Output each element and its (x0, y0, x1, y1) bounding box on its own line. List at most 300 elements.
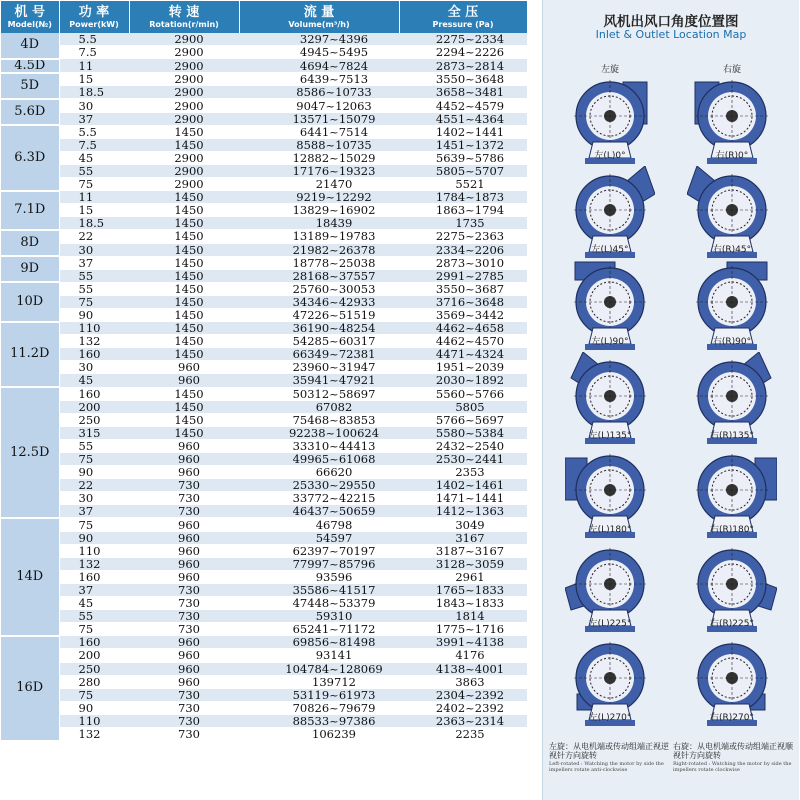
pressure-cell: 4138~4001 (399, 662, 527, 675)
table-row (1, 204, 527, 217)
rotation-cell: 1450 (129, 387, 239, 400)
power-cell: 7.5 (59, 138, 129, 151)
fan-right-45-label: 右(R)45° (712, 245, 752, 255)
table-row (1, 413, 527, 426)
table-row (1, 610, 527, 623)
model-cell: 7.1D (1, 191, 59, 230)
pressure-cell: 5639~5786 (399, 151, 527, 164)
rotation-cell: 1450 (129, 400, 239, 413)
table-row (1, 230, 527, 243)
table-row (1, 308, 527, 321)
pressure-cell: 3128~3059 (399, 557, 527, 570)
table-row (1, 335, 527, 348)
model-cell: 10D (1, 282, 59, 321)
power-cell: 75 (59, 453, 129, 466)
fan-left-45-label: 左(L)45° (591, 245, 629, 255)
volume-cell: 65241~71172 (239, 623, 399, 636)
volume-cell: 23960~31947 (239, 361, 399, 374)
power-cell: 37 (59, 505, 129, 518)
power-cell: 75 (59, 178, 129, 191)
table-row (1, 636, 527, 649)
pressure-cell: 2304~2392 (399, 688, 527, 701)
power-cell: 90 (59, 531, 129, 544)
header-pressure: 全 压 Pressure (Pa) (399, 1, 527, 33)
table-row (1, 544, 527, 557)
power-cell: 250 (59, 413, 129, 426)
pressure-cell: 5580~5384 (399, 426, 527, 439)
left-rotation-header: 左旋 (601, 65, 620, 75)
volume-cell: 88533~97386 (239, 714, 399, 727)
pressure-cell: 2991~2785 (399, 269, 527, 282)
rotation-cell: 960 (129, 361, 239, 374)
volume-cell: 139712 (239, 675, 399, 688)
fan-left-180-label: 左(L)180° (588, 525, 632, 535)
pressure-cell: 4471~4324 (399, 348, 527, 361)
power-cell: 55 (59, 164, 129, 177)
pressure-cell: 3049 (399, 518, 527, 531)
model-cell: 4.5D (1, 59, 59, 73)
model-cell: 11.2D (1, 322, 59, 387)
pressure-cell: 4462~4570 (399, 335, 527, 348)
rotation-cell: 2900 (129, 59, 239, 73)
fan-left-225-label: 左(L)225° (588, 619, 632, 629)
rotation-cell: 1450 (129, 348, 239, 361)
pressure-cell: 3716~3648 (399, 295, 527, 308)
power-cell: 200 (59, 400, 129, 413)
power-cell: 18.5 (59, 86, 129, 99)
rotation-cell: 1450 (129, 322, 239, 335)
table-row (1, 531, 527, 544)
power-cell: 90 (59, 466, 129, 479)
rotation-cell: 2900 (129, 33, 239, 46)
pressure-cell: 1412~1363 (399, 505, 527, 518)
rotation-cell: 1450 (129, 256, 239, 269)
power-cell: 90 (59, 701, 129, 714)
table-row (1, 649, 527, 662)
rotation-cell: 960 (129, 466, 239, 479)
table-row (1, 125, 527, 138)
power-cell: 160 (59, 348, 129, 361)
rotation-cell: 1450 (129, 217, 239, 230)
header-volume: 流 量 Volume(m³/h) (239, 1, 399, 33)
rotation-cell: 730 (129, 583, 239, 596)
fan-right-180-label: 右(R)180° (710, 525, 754, 535)
power-cell: 132 (59, 557, 129, 570)
table-row (1, 322, 527, 335)
power-cell: 55 (59, 610, 129, 623)
volume-cell: 104784~128069 (239, 662, 399, 675)
pressure-cell: 3863 (399, 675, 527, 688)
rotation-cell: 1450 (129, 243, 239, 256)
model-cell: 4D (1, 33, 59, 59)
header-model: 机 号 Model(№) (1, 1, 59, 33)
fan-right-225-label: 右(R)225° (710, 619, 754, 629)
rotation-cell: 960 (129, 439, 239, 452)
rotation-cell: 1450 (129, 308, 239, 321)
location-map-panel (542, 0, 799, 800)
volume-cell: 6441~7514 (239, 125, 399, 138)
pressure-cell: 2363~2314 (399, 714, 527, 727)
rotation-cell: 730 (129, 610, 239, 623)
model-cell: 16D (1, 636, 59, 741)
pressure-cell: 1471~1441 (399, 492, 527, 505)
pressure-cell: 1784~1873 (399, 191, 527, 204)
table-row (1, 86, 527, 99)
table-row (1, 662, 527, 675)
rotation-cell: 730 (129, 505, 239, 518)
volume-cell: 69856~81498 (239, 636, 399, 649)
rotation-cell: 1450 (129, 204, 239, 217)
pressure-cell: 2402~2392 (399, 701, 527, 714)
volume-cell: 66620 (239, 466, 399, 479)
rotation-cell: 960 (129, 453, 239, 466)
rotation-cell: 960 (129, 544, 239, 557)
pressure-cell: 2873~2814 (399, 59, 527, 73)
pressure-cell: 1402~1441 (399, 125, 527, 138)
power-cell: 22 (59, 479, 129, 492)
pressure-cell: 2530~2441 (399, 453, 527, 466)
pressure-cell: 3991~4138 (399, 636, 527, 649)
table-row (1, 597, 527, 610)
pressure-cell: 1843~1833 (399, 597, 527, 610)
power-cell: 75 (59, 295, 129, 308)
model-cell: 5D (1, 73, 59, 99)
pressure-cell: 1765~1833 (399, 583, 527, 596)
power-cell: 15 (59, 204, 129, 217)
rotation-cell: 730 (129, 623, 239, 636)
power-cell: 55 (59, 269, 129, 282)
model-cell: 5.6D (1, 99, 59, 125)
power-cell: 30 (59, 492, 129, 505)
model-cell: 9D (1, 256, 59, 282)
table-row (1, 675, 527, 688)
table-row (1, 348, 527, 361)
power-cell: 37 (59, 112, 129, 125)
rotation-cell: 960 (129, 662, 239, 675)
volume-cell: 46437~50659 (239, 505, 399, 518)
table-row (1, 570, 527, 583)
power-cell: 30 (59, 99, 129, 112)
pressure-cell: 2275~2334 (399, 33, 527, 46)
rotation-cell: 1450 (129, 230, 239, 243)
volume-cell: 93596 (239, 570, 399, 583)
volume-cell: 75468~83853 (239, 413, 399, 426)
rotation-cell: 960 (129, 374, 239, 387)
rotation-cell: 1450 (129, 191, 239, 204)
volume-cell: 21982~26378 (239, 243, 399, 256)
power-cell: 160 (59, 570, 129, 583)
volume-cell: 106239 (239, 727, 399, 740)
volume-cell: 13829~16902 (239, 204, 399, 217)
power-cell: 110 (59, 714, 129, 727)
table-row (1, 33, 527, 46)
power-cell: 75 (59, 623, 129, 636)
volume-cell: 47226~51519 (239, 308, 399, 321)
pressure-cell: 1814 (399, 610, 527, 623)
pressure-cell: 5521 (399, 178, 527, 191)
volume-cell: 67082 (239, 400, 399, 413)
pressure-cell: 2294~2226 (399, 46, 527, 59)
pressure-cell: 4452~4579 (399, 99, 527, 112)
table-row (1, 518, 527, 531)
header-power: 功 率 Power(kW) (59, 1, 129, 33)
table-row (1, 492, 527, 505)
note-left-rotation (549, 742, 669, 773)
power-cell: 45 (59, 597, 129, 610)
rotation-cell: 2900 (129, 178, 239, 191)
pressure-cell: 4176 (399, 649, 527, 662)
note-left-text: 左旋：从电机端或传动组端正视逆视针方向旋转 (549, 742, 669, 760)
pressure-cell: 3550~3687 (399, 282, 527, 295)
rotation-cell: 730 (129, 597, 239, 610)
volume-cell: 59310 (239, 610, 399, 623)
table-row (1, 151, 527, 164)
power-cell: 110 (59, 322, 129, 335)
rotation-cell: 2900 (129, 73, 239, 86)
volume-cell: 12882~15029 (239, 151, 399, 164)
table-row (1, 453, 527, 466)
table-row (1, 479, 527, 492)
fan-left-0-label: 左(L)0° (594, 151, 626, 161)
table-header-row (1, 1, 527, 33)
volume-cell: 18778~25038 (239, 256, 399, 269)
volume-cell: 46798 (239, 518, 399, 531)
rotation-cell: 730 (129, 727, 239, 740)
power-cell: 7.5 (59, 46, 129, 59)
volume-cell: 9219~12292 (239, 191, 399, 204)
table-row (1, 557, 527, 570)
pressure-cell: 2353 (399, 466, 527, 479)
power-cell: 5.5 (59, 125, 129, 138)
table-row (1, 243, 527, 256)
power-cell: 45 (59, 374, 129, 387)
pressure-cell: 1863~1794 (399, 204, 527, 217)
rotation-cell: 730 (129, 492, 239, 505)
volume-cell: 25330~29550 (239, 479, 399, 492)
rotation-cell: 960 (129, 636, 239, 649)
volume-cell: 62397~70197 (239, 544, 399, 557)
table-row (1, 727, 527, 740)
model-cell: 6.3D (1, 125, 59, 190)
table-row (1, 295, 527, 308)
volume-cell: 34346~42933 (239, 295, 399, 308)
volume-cell: 4945~5495 (239, 46, 399, 59)
rotation-cell: 730 (129, 701, 239, 714)
fan-spec-table-container (1, 1, 527, 742)
right-rotation-header: 右旋 (723, 65, 742, 75)
volume-cell: 3297~4396 (239, 33, 399, 46)
fan-right-270-label: 右(R)270° (710, 713, 754, 723)
power-cell: 90 (59, 308, 129, 321)
volume-cell: 35586~41517 (239, 583, 399, 596)
volume-cell: 47448~53379 (239, 597, 399, 610)
rotation-cell: 1450 (129, 413, 239, 426)
power-cell: 45 (59, 151, 129, 164)
pressure-cell: 4551~4364 (399, 112, 527, 125)
fan-spec-table (1, 1, 528, 742)
table-row (1, 387, 527, 400)
pressure-cell: 5805~5707 (399, 164, 527, 177)
rotation-cell: 960 (129, 518, 239, 531)
volume-cell: 49965~61068 (239, 453, 399, 466)
pressure-cell: 5560~5766 (399, 387, 527, 400)
power-cell: 37 (59, 583, 129, 596)
rotation-cell: 1450 (129, 269, 239, 282)
rotation-cell: 960 (129, 649, 239, 662)
table-row (1, 164, 527, 177)
power-cell: 200 (59, 649, 129, 662)
power-cell: 75 (59, 518, 129, 531)
table-row (1, 99, 527, 112)
volume-cell: 9047~12063 (239, 99, 399, 112)
rotation-cell: 960 (129, 570, 239, 583)
volume-cell: 36190~48254 (239, 322, 399, 335)
volume-cell: 4694~7824 (239, 59, 399, 73)
power-cell: 37 (59, 256, 129, 269)
pressure-cell: 2030~1892 (399, 374, 527, 387)
volume-cell: 54597 (239, 531, 399, 544)
power-cell: 18.5 (59, 217, 129, 230)
volume-cell: 35941~47921 (239, 374, 399, 387)
note-left-english: Left-rotated : Watching the motor by side the impellers rotate anti-clockwise (549, 761, 664, 773)
rotation-cell: 1450 (129, 295, 239, 308)
table-body (1, 33, 527, 741)
fan-right-90-label: 右(R)90° (712, 337, 752, 347)
model-cell: 12.5D (1, 387, 59, 518)
power-cell: 110 (59, 544, 129, 557)
power-cell: 280 (59, 675, 129, 688)
table-row (1, 178, 527, 191)
pressure-cell: 2432~2540 (399, 439, 527, 452)
fan-right-135-label: 右(R)135° (710, 431, 754, 441)
volume-cell: 33772~42215 (239, 492, 399, 505)
fan-right-0-label: 右(R)0° (715, 151, 749, 161)
pressure-cell: 1951~2039 (399, 361, 527, 374)
pressure-cell: 3187~3167 (399, 544, 527, 557)
power-cell: 30 (59, 243, 129, 256)
power-cell: 132 (59, 335, 129, 348)
volume-cell: 77997~85796 (239, 557, 399, 570)
table-row (1, 714, 527, 727)
fan-left-270-label: 左(L)270° (588, 713, 632, 723)
header-rotation: 转 速 Rotation(r/min) (129, 1, 239, 33)
rotation-cell: 1450 (129, 125, 239, 138)
table-row (1, 374, 527, 387)
table-row (1, 583, 527, 596)
rotation-cell: 960 (129, 557, 239, 570)
rotation-cell: 2900 (129, 46, 239, 59)
note-right-rotation (673, 742, 793, 773)
model-cell: 8D (1, 230, 59, 256)
rotation-cell: 2900 (129, 86, 239, 99)
pressure-cell: 2961 (399, 570, 527, 583)
table-row (1, 73, 527, 86)
rotation-cell: 2900 (129, 164, 239, 177)
model-cell: 14D (1, 518, 59, 636)
pressure-cell: 3658~3481 (399, 86, 527, 99)
power-cell: 55 (59, 282, 129, 295)
table-row (1, 688, 527, 701)
table-row (1, 623, 527, 636)
power-cell: 250 (59, 662, 129, 675)
pressure-cell: 2873~3010 (399, 256, 527, 269)
power-cell: 11 (59, 59, 129, 73)
table-row (1, 701, 527, 714)
volume-cell: 92238~100624 (239, 426, 399, 439)
volume-cell: 53119~61973 (239, 688, 399, 701)
volume-cell: 25760~30053 (239, 282, 399, 295)
volume-cell: 8588~10735 (239, 138, 399, 151)
table-row (1, 426, 527, 439)
rotation-cell: 1450 (129, 282, 239, 295)
table-row (1, 138, 527, 151)
power-cell: 315 (59, 426, 129, 439)
table-row (1, 112, 527, 125)
note-right-english: Right-rotated : Watching the motor by side the impellers rotate clockwise (673, 761, 792, 773)
table-row (1, 59, 527, 73)
volume-cell: 70826~79679 (239, 701, 399, 714)
pressure-cell: 3569~3442 (399, 308, 527, 321)
volume-cell: 33310~44413 (239, 439, 399, 452)
volume-cell: 18439 (239, 217, 399, 230)
volume-cell: 13189~19783 (239, 230, 399, 243)
volume-cell: 50312~58697 (239, 387, 399, 400)
rotation-cell: 730 (129, 714, 239, 727)
power-cell: 15 (59, 73, 129, 86)
power-cell: 22 (59, 230, 129, 243)
rotation-cell: 960 (129, 675, 239, 688)
power-cell: 75 (59, 688, 129, 701)
power-cell: 160 (59, 636, 129, 649)
pressure-cell: 1735 (399, 217, 527, 230)
rotation-cell: 1450 (129, 138, 239, 151)
volume-cell: 17176~19323 (239, 164, 399, 177)
table-row (1, 361, 527, 374)
volume-cell: 8586~10733 (239, 86, 399, 99)
rotation-cell: 960 (129, 531, 239, 544)
volume-cell: 93141 (239, 649, 399, 662)
table-row (1, 282, 527, 295)
volume-cell: 6439~7513 (239, 73, 399, 86)
pressure-cell: 3167 (399, 531, 527, 544)
fan-left-135-label: 左(L)135° (588, 431, 632, 441)
table-row (1, 46, 527, 59)
rotation-cell: 730 (129, 688, 239, 701)
pressure-cell: 2235 (399, 727, 527, 740)
table-row (1, 256, 527, 269)
volume-cell: 13571~15079 (239, 112, 399, 125)
pressure-cell: 1451~1372 (399, 138, 527, 151)
power-cell: 160 (59, 387, 129, 400)
table-row (1, 505, 527, 518)
diagram-title: 风机出风口角度位置图 (603, 14, 739, 30)
pressure-cell: 1775~1716 (399, 623, 527, 636)
rotation-cell: 1450 (129, 335, 239, 348)
volume-cell: 66349~72381 (239, 348, 399, 361)
pressure-cell: 5805 (399, 400, 527, 413)
table-row (1, 217, 527, 230)
power-cell: 55 (59, 439, 129, 452)
table-row (1, 439, 527, 452)
pressure-cell: 4462~4658 (399, 322, 527, 335)
rotation-cell: 2900 (129, 99, 239, 112)
diagram-subtitle: Inlet & Outlet Location Map (595, 28, 747, 41)
volume-cell: 21470 (239, 178, 399, 191)
pressure-cell: 2334~2206 (399, 243, 527, 256)
pressure-cell: 3550~3648 (399, 73, 527, 86)
power-cell: 30 (59, 361, 129, 374)
rotation-cell: 2900 (129, 112, 239, 125)
